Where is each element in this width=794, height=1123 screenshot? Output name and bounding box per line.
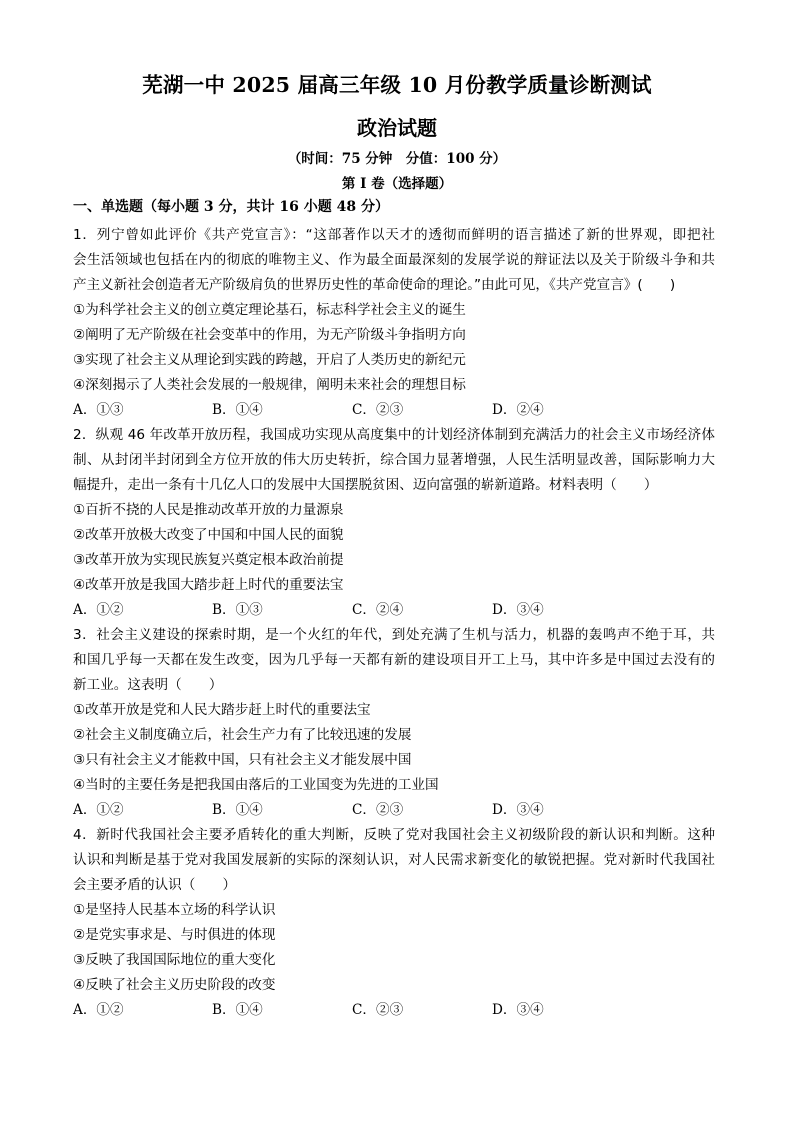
question-4-option-2: ②是党实事求是、与时俱进的体现	[73, 927, 276, 943]
exam-title: 芜湖一中 2025 届高三年级 10 月份教学质量诊断测试	[142, 73, 652, 97]
section-heading: 一、单选题（每小题 3 分，共计 16 小题 48 分）	[73, 199, 389, 215]
exam-meta: （时间：75 分钟 分值：100 分）	[287, 151, 507, 167]
question-2-stem-line-2: 制、从封闭半封闭到全方位开放的伟大历史转折，综合国力显著增强，人民生活明显改善，国际影响力大	[73, 452, 715, 468]
question-1-choices	[73, 398, 633, 418]
question-2-option-1: ①百折不挠的人民是推动改革开放的力量源泉	[73, 502, 344, 518]
question-3-option-4: ④当时的主要任务是把我国由落后的工业国变为先进的工业国	[73, 777, 439, 793]
exam-volume: 第 I 卷（选择题）	[341, 176, 453, 192]
question-4-stem-line-3: 会主要矛盾的认识（ ）	[73, 877, 237, 893]
question-1-option-1: ①为科学社会主义的创立奠定理论基石，标志科学社会主义的诞生	[73, 302, 466, 318]
question-3-choice-c: C．②③	[352, 802, 404, 818]
question-4-option-3: ③反映了我国国际地位的重大变化	[73, 952, 276, 968]
question-2-stem-line-1: 2．纵观 46 年改革开放历程，我国成功实现从高度集中的计划经济体制到充满活力的社会主义市场经济体	[73, 427, 715, 443]
question-1-choice-d: D．②④	[492, 402, 544, 418]
exam-subject: 政治试题	[357, 116, 437, 140]
question-1-stem-line-1: 1．列宁曾如此评价《共产党宣言》：“这部著作以天才的透彻而鲜明的语言描述了新的世界观，即把社	[73, 227, 715, 243]
question-2-option-2: ②改革开放极大改变了中国和中国人民的面貌	[73, 527, 344, 543]
question-2-choice-d: D．③④	[492, 602, 544, 618]
question-4-choice-c: C．②③	[352, 1002, 404, 1018]
question-4-choices	[73, 998, 633, 1018]
question-3-option-2: ②社会主义制度确立后，社会生产力有了比较迅速的发展	[73, 727, 412, 743]
question-3-choice-d: D．③④	[492, 802, 544, 818]
question-4-stem-line-1: 4．新时代我国社会主要矛盾转化的重大判断，反映了党对我国社会主义初级阶段的新认识和判断。这种	[73, 827, 715, 843]
question-4-choice-b: B．①④	[212, 1002, 263, 1018]
question-4-option-1: ①是坚持人民基本立场的科学认识	[73, 902, 276, 918]
question-1-option-3: ③实现了社会主义从理论到实践的跨越，开启了人类历史的新纪元	[73, 352, 466, 368]
question-4-option-4: ④反映了社会主义历史阶段的改变	[73, 977, 276, 993]
question-2-option-4: ④改革开放是我国大踏步赶上时代的重要法宝	[73, 577, 344, 593]
question-2-choice-c: C．②④	[352, 602, 404, 618]
question-1-choice-c: C．②③	[352, 402, 404, 418]
question-3-stem-line-3: 新工业。这表明（ ）	[73, 677, 223, 693]
question-3-option-1: ①改革开放是党和人民大踏步赶上时代的重要法宝	[73, 702, 371, 718]
question-3-option-3: ③只有社会主义才能救中国，只有社会主义才能发展中国	[73, 752, 412, 768]
question-2-choices	[73, 598, 633, 618]
question-3-choice-b: B．①④	[212, 802, 263, 818]
question-4-choice-a: A．①②	[73, 1002, 124, 1018]
question-2-choice-a: A．①②	[73, 602, 124, 618]
question-1-option-2: ②阐明了无产阶级在社会变革中的作用，为无产阶级斗争指明方向	[73, 327, 466, 343]
question-3-choices	[73, 798, 633, 818]
question-4-stem-line-2: 认识和判断是基于党对我国发展新的实际的深刻认识，对人民需求新变化的敏锐把握。党对新时代我国社	[73, 852, 715, 868]
question-2-stem-line-3: 幅提升，走出一条有十几亿人口的发展中大国摆脱贫困、迈向富强的崭新道路。材料表明（ ）	[73, 477, 658, 493]
question-2-option-3: ③改革开放为实现民族复兴奠定根本政治前提	[73, 552, 344, 568]
question-1-choice-a: A．①③	[73, 402, 124, 418]
question-3-choice-a: A．①②	[73, 802, 124, 818]
question-3-stem-line-1: 3．社会主义建设的探索时期，是一个火红的年代，到处充满了生机与活力，机器的轰鸣声不绝于耳，共	[73, 627, 715, 643]
question-1-stem-line-2: 会生活领域也包括在内的彻底的唯物主义、作为最全面最深刻的发展学说的辩证法以及关于阶级斗争和共	[73, 252, 715, 268]
question-4-choice-d: D．③④	[492, 1002, 544, 1018]
question-2-choice-b: B．①③	[212, 602, 263, 618]
question-3-stem-line-2: 和国几乎每一天都在发生改变，因为几乎每一天都有新的建设项目开工上马，其中许多是中国过去没有的	[73, 652, 715, 668]
question-1-choice-b: B．①④	[212, 402, 263, 418]
question-1-stem-line-3: 产主义新社会创造者无产阶级肩负的世界历史性的革命使命的理论。”由此可见，《共产党宣言》( )	[73, 277, 676, 293]
question-1-option-4: ④深刻揭示了人类社会发展的一般规律，阐明未来社会的理想目标	[73, 377, 466, 393]
